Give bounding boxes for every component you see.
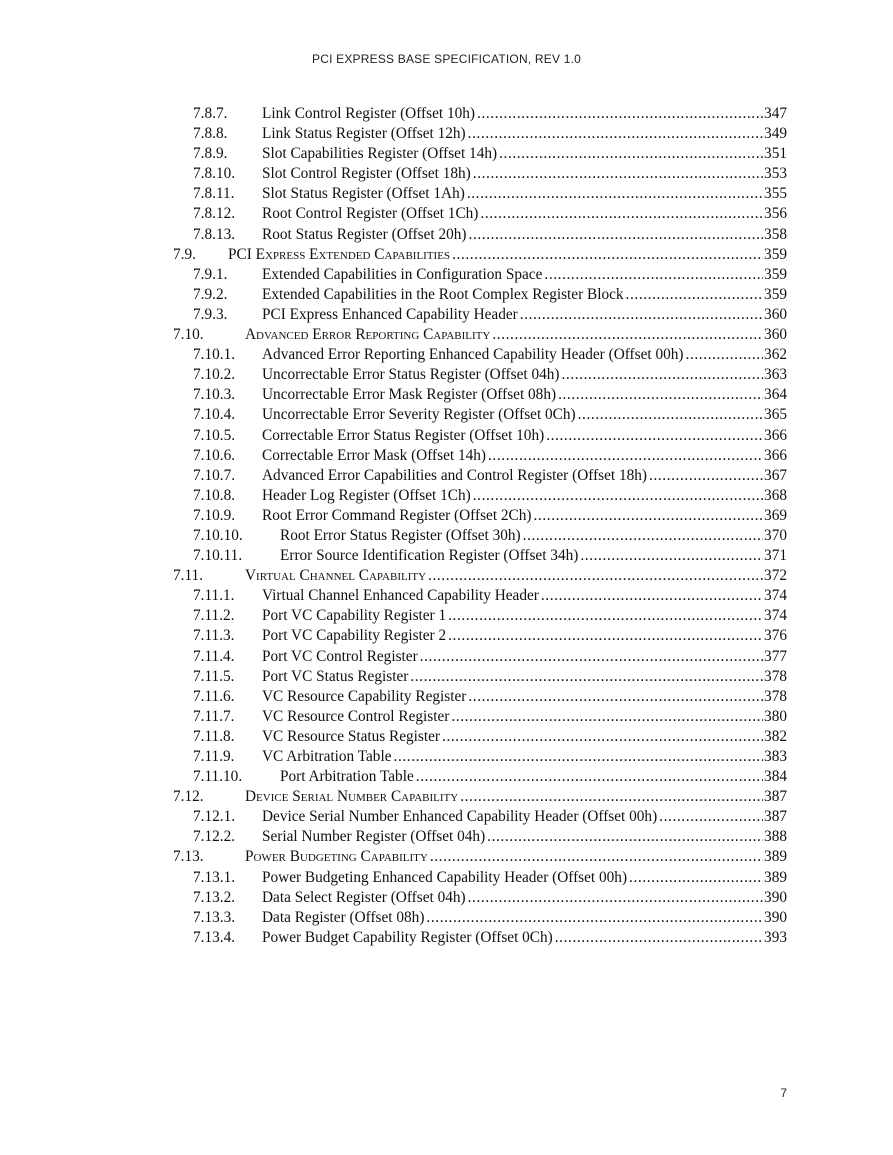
toc-entry-page: 358 <box>764 225 787 243</box>
toc-entry[interactable] <box>173 667 787 687</box>
toc-entry-number: 7.11.3. <box>193 627 235 645</box>
dot-leader <box>649 466 763 486</box>
toc-entry[interactable] <box>173 606 787 626</box>
toc-entry-page: 383 <box>764 748 787 765</box>
dot-leader <box>546 426 763 446</box>
toc-entry-number: 7.10.10. <box>193 526 243 544</box>
toc-entry-number: 7.11.4. <box>193 647 235 665</box>
dot-leader <box>410 667 763 687</box>
toc-entry[interactable] <box>173 124 787 144</box>
toc-entry-page: 378 <box>764 687 787 705</box>
toc-entry-number: 7.11.8. <box>193 727 235 745</box>
toc-entry-page: 369 <box>764 506 787 524</box>
toc-entry[interactable] <box>173 908 787 928</box>
toc-entry-title: Device Serial Number Capability <box>245 787 460 807</box>
toc-entry-title: PCI Express Enhanced Capability Header <box>262 305 520 325</box>
toc-entry[interactable] <box>173 245 787 265</box>
toc-entry-title: Advanced Error Capabilities and Control Register (Offset 18h) <box>262 466 649 486</box>
dot-leader <box>473 486 763 506</box>
toc-entry-title: Device Serial Number Enhanced Capability Header (Offset 00h) <box>262 807 659 827</box>
toc-entry-page: 388 <box>764 828 787 846</box>
toc-entry[interactable] <box>173 426 787 446</box>
toc-entry-page: 355 <box>764 185 787 203</box>
toc-entry[interactable] <box>173 566 787 586</box>
toc-entry-title: Port Arbitration Table <box>280 767 416 787</box>
toc-entry[interactable] <box>173 405 787 425</box>
toc-entry-title: Correctable Error Mask (Offset 14h) <box>262 446 488 466</box>
toc-entry-page: 374 <box>764 607 787 625</box>
toc-entry-page: 374 <box>764 587 787 605</box>
toc-entry-title: Link Control Register (Offset 10h) <box>262 104 477 124</box>
dot-leader <box>629 868 763 888</box>
dot-leader <box>430 847 763 867</box>
toc-entry-title: Extended Capabilities in Configuration Space <box>262 265 544 285</box>
toc-entry-number: 7.10.5. <box>193 426 236 444</box>
toc-entry-title: PCI Express Extended Capabilities <box>228 245 452 265</box>
dot-leader <box>460 787 763 807</box>
toc-entry-title: Data Select Register (Offset 04h) <box>262 888 468 908</box>
toc-entry-number: 7.10.4. <box>193 406 236 424</box>
toc-entry-title: VC Resource Capability Register <box>262 687 468 707</box>
toc-entry-page: 368 <box>764 486 787 504</box>
toc-entry-page: 363 <box>764 366 787 384</box>
toc-entry-number: 7.13.1. <box>193 868 236 886</box>
dot-leader <box>451 707 763 727</box>
dot-leader <box>578 405 763 425</box>
toc-entry-page: 362 <box>764 346 787 364</box>
toc-entry[interactable] <box>173 707 787 727</box>
dot-leader <box>534 506 764 526</box>
toc-entry-number: 7.11.2. <box>193 607 235 625</box>
toc-entry-title: Extended Capabilities in the Root Complex Register Block <box>262 285 626 305</box>
toc-entry-title: VC Resource Status Register <box>262 727 442 747</box>
dot-leader <box>467 184 763 204</box>
toc-entry-title: Root Error Status Register (Offset 30h) <box>280 526 523 546</box>
toc-entry[interactable] <box>173 164 787 184</box>
toc-entry-number: 7.10. <box>173 326 204 344</box>
dot-leader <box>477 104 763 124</box>
toc-entry[interactable] <box>173 727 787 747</box>
toc-entry-title: Serial Number Register (Offset 04h) <box>262 827 487 847</box>
toc-entry-title: Advanced Error Reporting Capability <box>245 325 492 345</box>
toc-entry-page: 364 <box>764 386 787 404</box>
toc-entry-number: 7.13.3. <box>193 908 236 926</box>
dot-leader <box>442 727 763 747</box>
toc-entry[interactable] <box>173 506 787 526</box>
toc-entry[interactable] <box>173 626 787 646</box>
toc-entry-page: 366 <box>764 426 787 444</box>
toc-entry-page: 387 <box>764 808 787 826</box>
toc-entry-page: 366 <box>764 446 787 464</box>
toc-entry-title: Port VC Capability Register 1 <box>262 606 448 626</box>
dot-leader <box>416 767 763 787</box>
dot-leader <box>468 687 763 707</box>
toc-entry-page: 384 <box>764 768 787 786</box>
toc-entry-page: 367 <box>764 466 787 484</box>
toc-entry-number: 7.8.7. <box>193 105 228 122</box>
table-of-contents <box>173 104 787 948</box>
toc-entry-number: 7.10.8. <box>193 486 236 504</box>
toc-entry-title: Uncorrectable Error Mask Register (Offset 08h) <box>262 385 558 405</box>
toc-entry-page: 377 <box>764 647 787 665</box>
toc-entry-number: 7.10.3. <box>193 386 236 404</box>
toc-entry-number: 7.11.1. <box>193 587 235 605</box>
toc-entry-page: 389 <box>764 868 787 886</box>
dot-leader <box>580 546 763 566</box>
toc-entry-title: Power Budgeting Enhanced Capability Header (Offset 00h) <box>262 868 629 888</box>
toc-entry-number: 7.13.4. <box>193 928 236 946</box>
toc-entry[interactable] <box>173 847 787 867</box>
toc-entry[interactable] <box>173 687 787 707</box>
toc-entry-number: 7.8.13. <box>193 225 236 243</box>
dot-leader <box>469 225 764 245</box>
toc-entry-page: 390 <box>764 908 787 926</box>
toc-entry-title: Root Error Command Register (Offset 2Ch) <box>262 506 534 526</box>
toc-entry-page: 353 <box>764 165 787 183</box>
toc-entry[interactable] <box>173 385 787 405</box>
toc-entry-page: 360 <box>764 305 787 323</box>
toc-entry[interactable] <box>173 767 787 787</box>
dot-leader <box>452 245 763 265</box>
toc-entry[interactable] <box>173 265 787 285</box>
toc-entry-page: 359 <box>764 285 787 303</box>
toc-entry-number: 7.12.2. <box>193 828 236 846</box>
toc-entry-number: 7.13. <box>173 848 204 866</box>
toc-entry-number: 7.10.9. <box>193 506 236 524</box>
toc-entry-page: 378 <box>764 667 787 685</box>
toc-entry-number: 7.11.7. <box>193 707 235 725</box>
toc-entry-number: 7.9.2. <box>193 285 228 303</box>
toc-entry-page: 370 <box>764 526 787 544</box>
toc-entry-number: 7.9.1. <box>193 265 228 283</box>
toc-entry-number: 7.8.8. <box>193 125 228 143</box>
dot-leader <box>420 647 763 667</box>
toc-entry-title: Power Budgeting Capability <box>245 847 430 867</box>
toc-entry-number: 7.8.9. <box>193 145 228 163</box>
toc-entry-title: Root Control Register (Offset 1Ch) <box>262 204 480 224</box>
dot-leader <box>541 586 763 606</box>
dot-leader <box>448 606 763 626</box>
toc-entry-number: 7.11. <box>173 567 204 585</box>
toc-entry[interactable] <box>173 747 787 767</box>
dot-leader <box>558 385 763 405</box>
toc-entry[interactable] <box>173 647 787 667</box>
toc-entry[interactable] <box>173 466 787 486</box>
dot-leader <box>555 928 763 948</box>
toc-entry-number: 7.11.6. <box>193 687 235 705</box>
toc-entry-page: 349 <box>764 125 787 143</box>
toc-entry[interactable] <box>173 325 787 345</box>
dot-leader <box>499 144 763 164</box>
toc-entry-title: Uncorrectable Error Status Register (Offset 04h) <box>262 365 561 385</box>
toc-entry-page: 376 <box>764 627 787 645</box>
toc-entry-title: Data Register (Offset 08h) <box>262 908 426 928</box>
toc-entry-number: 7.12. <box>173 788 204 806</box>
toc-entry[interactable] <box>173 345 787 365</box>
toc-entry-title: VC Resource Control Register <box>262 707 451 727</box>
toc-entry[interactable] <box>173 365 787 385</box>
toc-entry[interactable] <box>173 204 787 224</box>
dot-leader <box>488 446 763 466</box>
toc-entry[interactable] <box>173 285 787 305</box>
toc-entry-page: 380 <box>764 707 787 725</box>
toc-entry-number: 7.9. <box>173 245 196 263</box>
toc-entry[interactable] <box>173 104 787 124</box>
toc-entry[interactable] <box>173 827 787 847</box>
dot-leader <box>626 285 764 305</box>
dot-leader <box>686 345 764 365</box>
toc-entry-title: Slot Capabilities Register (Offset 14h) <box>262 144 499 164</box>
toc-entry-title: Power Budget Capability Register (Offset 0Ch) <box>262 928 555 948</box>
toc-entry-page: 351 <box>764 145 787 163</box>
toc-entry[interactable] <box>173 305 787 325</box>
toc-entry-number: 7.11.5. <box>193 667 235 685</box>
toc-entry-title: Slot Status Register (Offset 1Ah) <box>262 184 467 204</box>
toc-entry-title: Header Log Register (Offset 1Ch) <box>262 486 473 506</box>
toc-entry-number: 7.10.11. <box>193 547 243 565</box>
dot-leader <box>448 626 763 646</box>
toc-entry-page: 390 <box>764 888 787 906</box>
toc-entry[interactable] <box>173 807 787 827</box>
toc-entry-title: Root Status Register (Offset 20h) <box>262 225 469 245</box>
toc-entry-number: 7.11.9. <box>193 748 235 765</box>
toc-entry-page: 393 <box>764 928 787 946</box>
toc-entry-number: 7.11.10. <box>193 768 243 786</box>
toc-entry-title: Advanced Error Reporting Enhanced Capability Header (Offset 00h) <box>262 345 686 365</box>
toc-entry[interactable] <box>173 225 787 245</box>
toc-entry-title: Virtual Channel Enhanced Capability Header <box>262 586 541 606</box>
toc-entry-title: Slot Control Register (Offset 18h) <box>262 164 473 184</box>
dot-leader <box>468 888 763 908</box>
toc-entry-page: 371 <box>764 547 787 565</box>
toc-entry-title: Error Source Identification Register (Offset 34h) <box>280 546 580 566</box>
toc-entry[interactable] <box>173 546 787 566</box>
toc-entry[interactable] <box>173 868 787 888</box>
toc-entry-page: 347 <box>764 105 787 122</box>
toc-entry-number: 7.10.1. <box>193 346 236 364</box>
toc-entry[interactable] <box>173 184 787 204</box>
dot-leader <box>487 827 763 847</box>
dot-leader <box>520 305 763 325</box>
toc-entry-title: VC Arbitration Table <box>262 747 394 767</box>
toc-entry-number: 7.10.2. <box>193 366 236 384</box>
dot-leader <box>544 265 763 285</box>
dot-leader <box>473 164 763 184</box>
toc-entry-title: Port VC Status Register <box>262 667 410 687</box>
dot-leader <box>561 365 763 385</box>
dot-leader <box>468 124 763 144</box>
toc-entry-number: 7.9.3. <box>193 305 228 323</box>
toc-entry-number: 7.8.11. <box>193 185 235 203</box>
toc-entry-page: 365 <box>764 406 787 424</box>
running-header: PCI EXPRESS BASE SPECIFICATION, REV 1.0 <box>312 52 581 66</box>
toc-entry[interactable] <box>173 928 787 948</box>
toc-entry-page: 387 <box>764 788 787 806</box>
toc-entry[interactable] <box>173 586 787 606</box>
toc-entry-title: Port VC Capability Register 2 <box>262 626 448 646</box>
toc-entry-title: Port VC Control Register <box>262 647 420 667</box>
toc-entry[interactable] <box>173 888 787 908</box>
toc-entry[interactable] <box>173 787 787 807</box>
page-number: 7 <box>780 1086 787 1100</box>
toc-entry-number: 7.10.6. <box>193 446 236 464</box>
toc-entry-page: 382 <box>764 727 787 745</box>
dot-leader <box>480 204 763 224</box>
toc-entry-page: 359 <box>764 265 787 283</box>
toc-entry-number: 7.8.12. <box>193 205 236 223</box>
dot-leader <box>426 908 763 928</box>
dot-leader <box>659 807 763 827</box>
toc-entry[interactable] <box>173 486 787 506</box>
toc-entry-page: 356 <box>764 205 787 223</box>
dot-leader <box>523 526 763 546</box>
dot-leader <box>394 747 764 767</box>
toc-entry-page: 389 <box>764 848 787 866</box>
toc-entry-title: Link Status Register (Offset 12h) <box>262 124 468 144</box>
toc-entry-title: Uncorrectable Error Severity Register (Offset 0Ch) <box>262 405 578 425</box>
toc-entry-page: 359 <box>764 245 787 263</box>
toc-entry-page: 372 <box>764 567 787 585</box>
dot-leader <box>428 566 763 586</box>
toc-entry-title: Correctable Error Status Register (Offset 10h) <box>262 426 546 446</box>
toc-entry[interactable] <box>173 446 787 466</box>
toc-entry-title: Virtual Channel Capability <box>245 566 428 586</box>
toc-entry[interactable] <box>173 144 787 164</box>
toc-entry-page: 360 <box>764 326 787 344</box>
toc-entry-number: 7.8.10. <box>193 165 236 183</box>
toc-entry-number: 7.12.1. <box>193 808 236 826</box>
toc-entry-number: 7.10.7. <box>193 466 236 484</box>
toc-entry[interactable] <box>173 526 787 546</box>
toc-entry-number: 7.13.2. <box>193 888 236 906</box>
dot-leader <box>492 325 763 345</box>
